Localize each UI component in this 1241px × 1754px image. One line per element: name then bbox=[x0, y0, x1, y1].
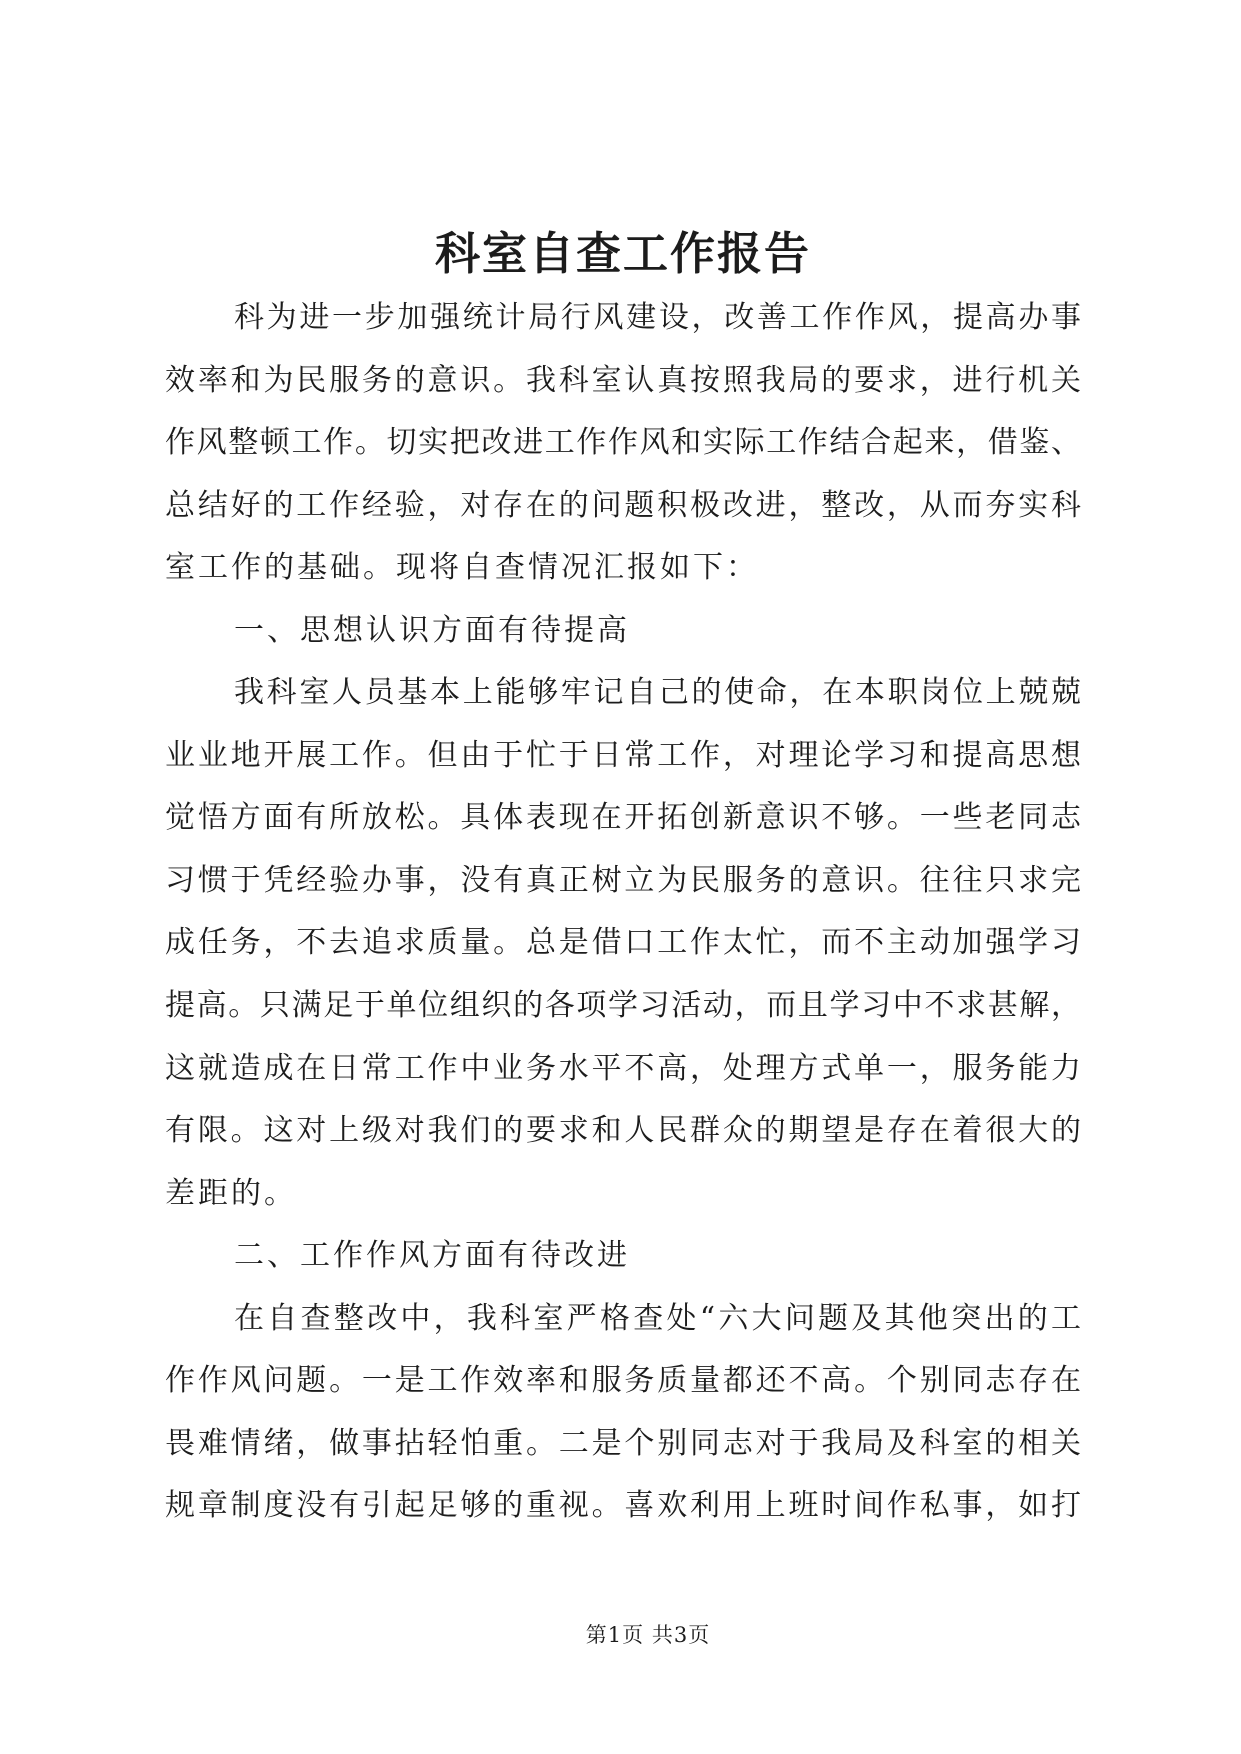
paragraph-line: 我科室人员基本上能够牢记自己的使命，在本职岗位上兢兢 bbox=[234, 675, 1081, 711]
paragraph-line: 科为进一步加强统计局行风建设，改善工作作风，提高办事 bbox=[234, 300, 1081, 335]
paragraph-line: 作作风问题。一是工作效率和服务质量都还不高。个别同志存在 bbox=[165, 1363, 1081, 1399]
paragraph-line: 这就造成在日常工作中业务水平不高，处理方式单一，服务能力 bbox=[165, 1050, 1081, 1086]
paragraph-line: 规章制度没有引起足够的重视。喜欢利用上班时间作私事，如打 bbox=[165, 1488, 1081, 1524]
paragraph-line: 效率和为民服务的意识。我科室认真按照我局的要求，进行机关 bbox=[165, 362, 1081, 398]
document-title: 科室自查工作报告 bbox=[434, 227, 811, 280]
paragraph-line: 作风整顿工作。切实把改进工作作风和实际工作结合起来，借鉴、 bbox=[165, 425, 1081, 461]
page-number-footer: 第1页 共3页 bbox=[585, 1623, 711, 1647]
paragraph-line: 畏难情绪，做事拈轻怕重。二是个别同志对于我局及科室的相关 bbox=[165, 1425, 1081, 1461]
paragraph-line: 成任务，不去追求质量。总是借口工作太忙，而不主动加强学习 bbox=[165, 925, 1081, 961]
paragraph-line: 提高。只满足于单位组织的各项学习活动，而且学习中不求甚解， bbox=[165, 988, 1081, 1024]
document-body bbox=[165, 287, 1081, 1538]
paragraph-line: 总结好的工作经验，对存在的问题积极改进，整改，从而夯实科 bbox=[165, 487, 1081, 523]
paragraph-line: 在自查整改中，我科室严格查处“六大问题及其他突出的工 bbox=[234, 1300, 1081, 1336]
paragraph-line: 习惯于凭经验办事，没有真正树立为民服务的意识。往往只求完 bbox=[165, 862, 1081, 898]
paragraph-line: 有限。这对上级对我们的要求和人民群众的期望是存在着很大的 bbox=[165, 1113, 1081, 1149]
section-heading: 一、思想认识方面有待提高 bbox=[234, 612, 630, 648]
paragraph-line: 业业地开展工作。但由于忙于日常工作，对理论学习和提高思想 bbox=[165, 737, 1081, 773]
paragraph-line: 差距的。 bbox=[165, 1175, 297, 1211]
section-heading: 二、工作作风方面有待改进 bbox=[234, 1238, 630, 1274]
paragraph-line: 觉悟方面有所放松。具体表现在开拓创新意识不够。一些老同志 bbox=[165, 800, 1081, 836]
paragraph-line: 室工作的基础。现将自查情况汇报如下： bbox=[165, 550, 759, 586]
